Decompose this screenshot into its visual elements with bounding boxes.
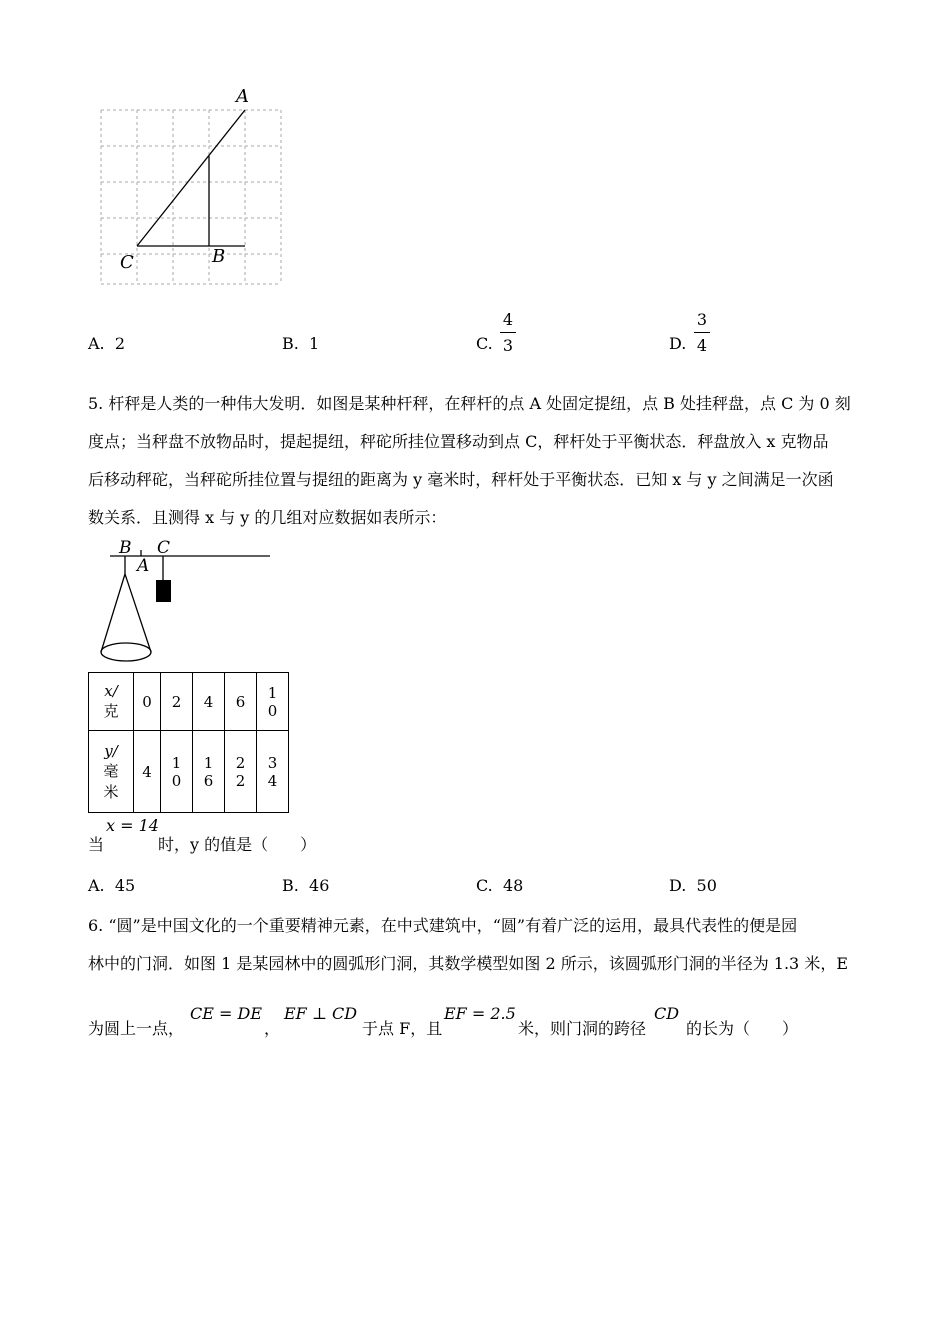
q5-label-a: A [137,556,150,576]
q6-line-2: 林中的门洞．如图 1 是某园林中的圆弧形门洞，其数学模型如图 2 所示，该圆弧形门洞的半径为 1.3 米，E [88,954,849,973]
q5-option-a[interactable]: A. 45 [88,876,136,895]
q4-option-c-fraction: 4 3 [498,310,518,355]
table-cell: 4 [134,731,161,813]
q4-option-a[interactable]: A. 2 [88,334,125,353]
table-row [89,673,289,731]
q5-line-3: 后移动秤砣，当秤砣所挂位置与提纽的距离为 y 毫米时，秤杆处于平衡状态．已知 x 与 y 之间满足一次函 [88,470,834,489]
pan-right-string [125,574,151,652]
counterweight [156,580,171,602]
pan-left-string [101,574,125,652]
q5-question-suffix: 时，y 的值是（ ） [158,835,317,854]
table-cell: 2 2 [225,731,257,813]
q6-line3-d: 米，则门洞的跨径 [518,1019,647,1038]
q5-question-math: x = 14 [106,816,159,835]
q4-label-c: C [120,252,134,273]
q5-option-d[interactable]: D. 50 [669,876,717,895]
q4-option-b[interactable]: B. 1 [282,334,320,353]
q6-line3-b: ， [264,1019,281,1038]
table-row [89,731,289,813]
q6-line3-a: 为圆上一点， [88,1019,185,1038]
table-cell: 1 0 [257,673,289,731]
q6-line3-c: 于点 F，且 [362,1019,443,1038]
q5-line-1: 5. 杆秤是人类的一种伟大发明．如图是某种杆秤，在秤杆的点 A 处固定提纽，点 B 处挂秤盘，点 C 为 0 刻 [88,394,851,413]
q5-question-prefix: 当 [88,835,105,854]
table-cell: 4 [193,673,225,731]
q4-label-a: A [236,86,249,107]
q5-line-4: 数关系．且测得 x 与 y 的几组对应数据如表所示： [88,508,447,527]
q6-math-ef-val: EF = 2.5 [444,1004,516,1023]
q5-option-b[interactable]: B. 46 [282,876,330,895]
q6-line-1: 6. “圆”是中国文化的一个重要精神元素，在中式建筑中，“圆”有着广泛的运用，最具代表性的便是园 [88,916,798,935]
q5-line-2: 度点；当秤盘不放物品时，提起提纽，秤砣所挂位置移动到点 C，秤杆处于平衡状态．秤盘放入 x 克物品 [88,432,829,451]
table-cell: 2 [161,673,193,731]
q4-label-b: B [212,246,226,267]
q6-math-ef-cd: EF ⊥ CD [284,1004,358,1023]
q5-steelyard-figure [95,548,275,668]
table-cell: 1 0 [161,731,193,813]
q6-math-ce-de: CE = DE [190,1004,263,1023]
pan-base [101,643,151,661]
row-header-y: y/ 毫 米 [89,731,134,813]
table-cell: 6 [225,673,257,731]
q6-line3-e: 的长为（ ） [686,1019,799,1038]
row-header-x: x/ 克 [89,673,134,731]
q4-option-d[interactable]: D. [669,334,687,353]
q4-option-c[interactable]: C. [476,334,493,353]
q5-option-c[interactable]: C. 48 [476,876,524,895]
table-cell: 1 6 [193,731,225,813]
q5-label-b: B [119,538,132,558]
table-cell: 3 4 [257,731,289,813]
q4-option-d-fraction: 3 4 [692,310,712,355]
table-cell: 0 [134,673,161,731]
q5-data-table [88,672,289,813]
q5-label-c: C [157,538,171,558]
q6-math-cd: CD [654,1004,680,1023]
segment-ca [137,110,245,246]
